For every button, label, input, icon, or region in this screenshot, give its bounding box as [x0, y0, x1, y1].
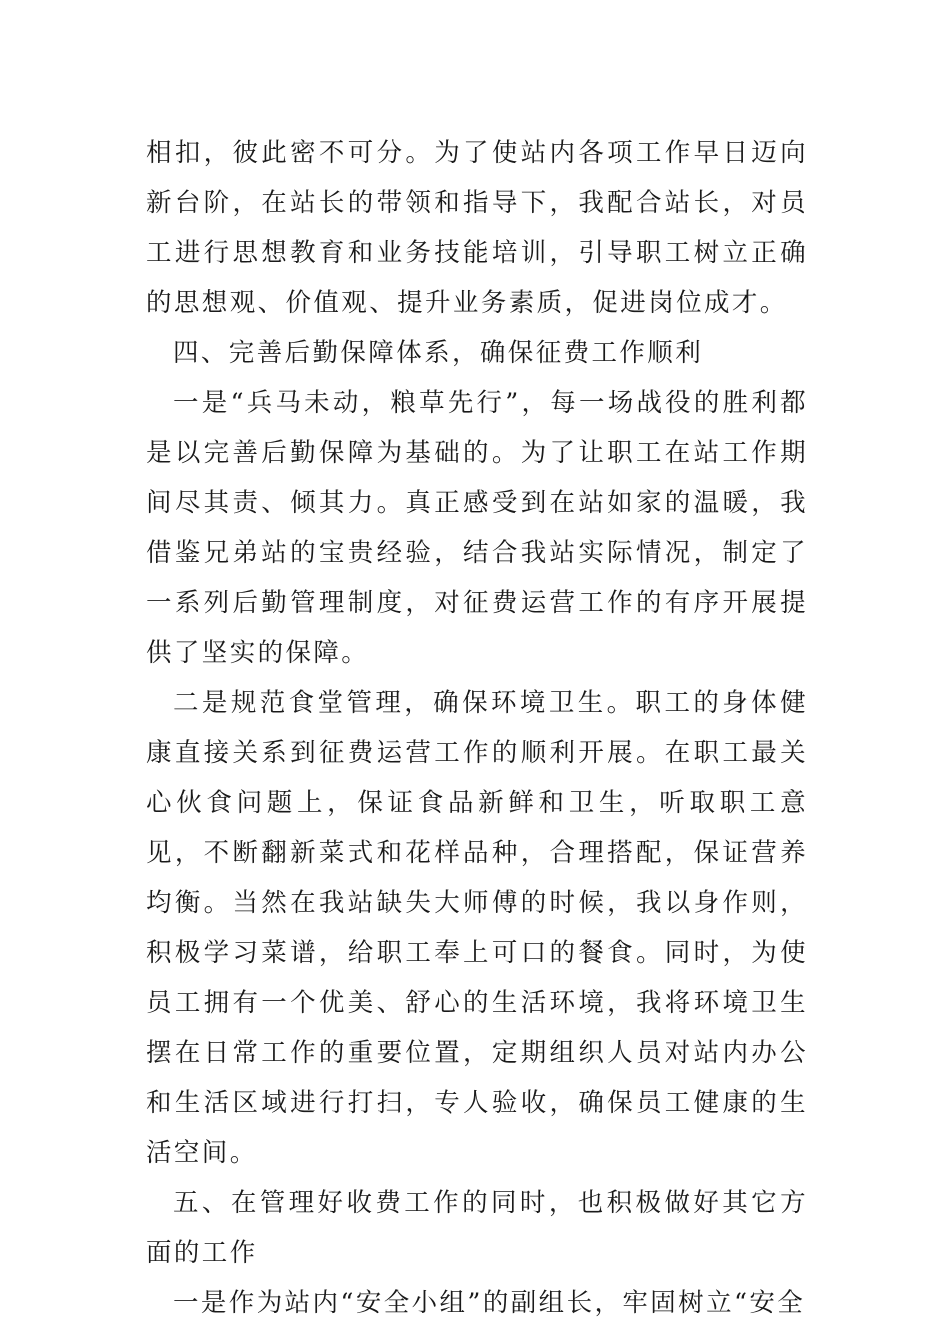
paragraph-logistics-2: 二是规范食堂管理，确保环境卫生。职工的身体健康直接关系到征费运营工作的顺利开展。在职工最关心伙食问题上，保证食品新鲜和卫生，听取职工意见，不断翻新菜式和花样品种，合理搭配，保证营养均衡。当然在我站缺失大师傅的时候，我以身作则，积极学习菜谱，给职工奉上可口的餐食。同时，为使员工拥有一个优美、舒心的生活环境，我将环境卫生摆在日常工作的重要位置，定期组织人员对站内办公和生活区域进行打扫，专人验收，确保员工健康的生活空间。 — [146, 688, 808, 1168]
paragraph-safety-1: 一是作为站内“安全小组”的副组长，牢固树立“安全 — [173, 1288, 806, 1318]
document-body — [146, 128, 808, 1328]
section-heading-5: 五、在管理好收费工作的同时，也积极做好其它方面的工作 — [146, 1188, 808, 1268]
paragraph-logistics-1: 一是“兵马未动，粮草先行”，每一场战役的胜利都是以完善后勤保障为基础的。为了让职工在站工作期间尽其责、倾其力。真正感受到在站如家的温暖，我借鉴兄弟站的宝贵经验，结合我站实际情况，制定了一系列后勤管理制度，对征费运营工作的有序开展提供了坚实的保障。 — [146, 388, 808, 668]
section-heading-4: 四、完善后勤保障体系，确保征费工作顺利 — [173, 338, 704, 368]
paragraph-1: 相扣，彼此密不可分。为了使站内各项工作早日迈向新台阶，在站长的带领和指导下，我配合站长，对员工进行思想教育和业务技能培训，引导职工树立正确的思想观、价值观、提升业务素质，促进岗位成才。 — [146, 138, 808, 318]
